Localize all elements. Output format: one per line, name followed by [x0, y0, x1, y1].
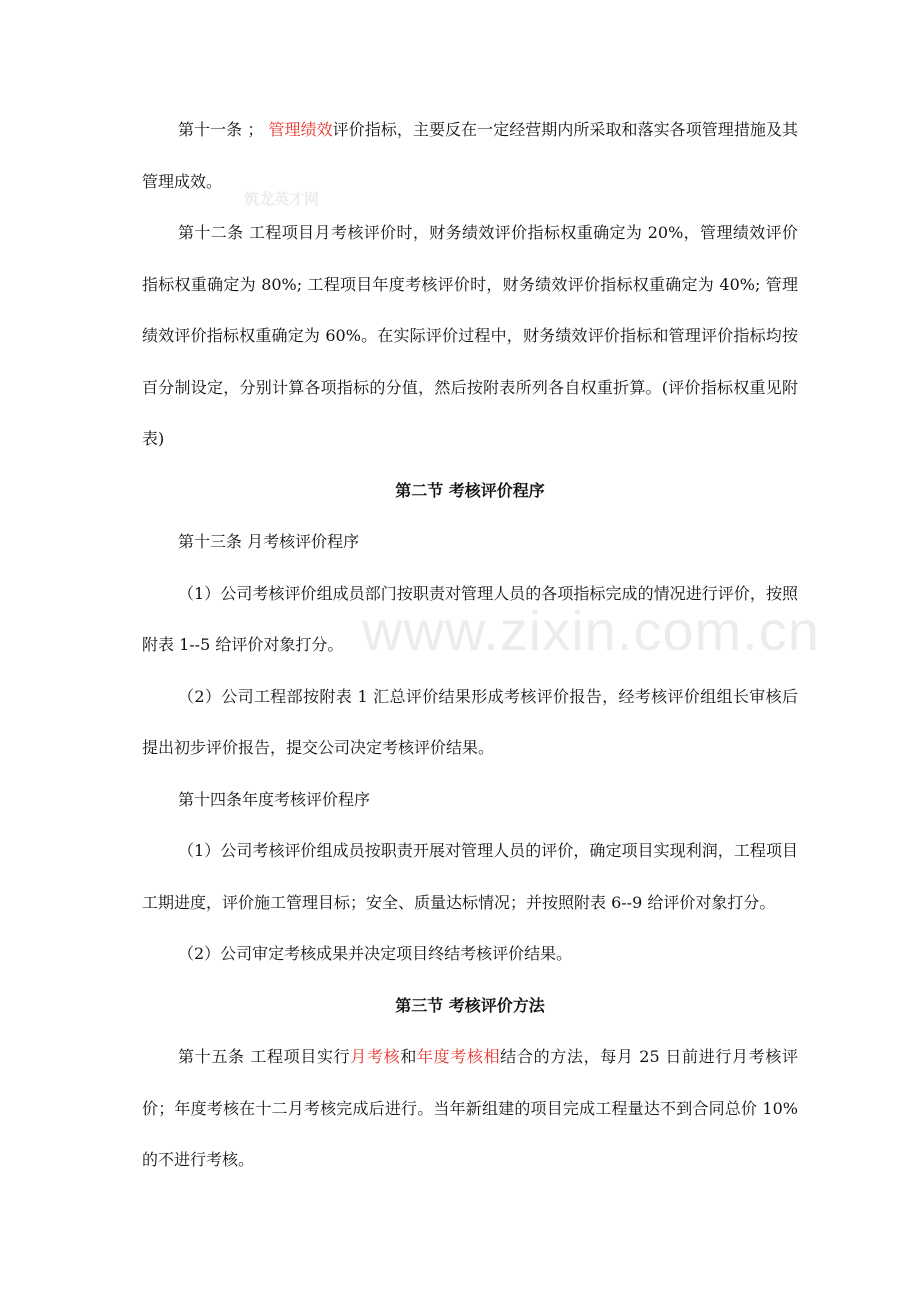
- article-11-prefix: 第十一条 ；: [178, 120, 269, 139]
- article-11: [142, 104, 798, 207]
- article-14-item-2: （2）公司审定考核成果并决定项目终结考核评价结果。: [178, 944, 573, 963]
- watermark-main: www.zixin.com.cn: [362, 599, 820, 662]
- article-15-highlight-2: 年度考核相: [416, 1047, 501, 1066]
- article-12: 第十二条 工程项目月考核评价时，财务绩效评价指标权重确定为 20%，管理绩效评价指标权重确定为 80%; 工程项目年度考核评价时，财务绩效评价指标权重确定为 40%; 管理绩效评价指标权重确定为 60%。在实际评价过程中，财务绩效评价指标和管理评价指标均按百分制设定，分别计算各项指标的分值，然后按附表所列各自权重折算。(评价指标权重见附表): [142, 223, 798, 448]
- article-15-prefix: 第十五条 工程项目实行: [178, 1047, 351, 1066]
- section-3-heading: 第三节 考核评价方法: [395, 995, 545, 1015]
- article-13-item-1: （1）公司考核评价组成员部门按职责对管理人员的各项指标完成的情况进行评价，按照附表 1--5 给评价对象打分。: [142, 583, 798, 654]
- watermark-small: 筑龙英才网: [244, 190, 320, 208]
- section-2-heading: 第二节 考核评价程序: [395, 480, 545, 500]
- article-15-rest: 结合的方法，每月 25 日前进行月考核评价；年度考核在十二月考核完成后进行。当年新组建的项目完成工程量达不到合同总价 10%的不进行考核。: [142, 1047, 798, 1169]
- article-15: [142, 1031, 798, 1186]
- article-13-title: 第十三条 月考核评价程序: [178, 532, 360, 551]
- document-page: [142, 104, 798, 1186]
- article-14-item-1: （1）公司考核评价组成员按职责开展对管理人员的评价，确定项目实现利润，工程项目工期进度，评价施工管理目标；安全、质量达标情况；并按照附表 6--9 给评价对象打分。: [142, 841, 798, 912]
- article-14-title: 第十四条年度考核评价程序: [178, 789, 371, 809]
- article-11-highlight: 管理绩效: [268, 120, 333, 139]
- article-15-mid: 和: [400, 1047, 417, 1066]
- article-13-item-2: （2）公司工程部按附表 1 汇总评价结果形成考核评价报告，经考核评价组组长审核后提出初步评价报告，提交公司决定考核评价结果。: [142, 686, 798, 757]
- article-11-rest: 评价指标，主要反在一定经营期内所采取和落实各项管理措施及其管理成效。: [142, 120, 798, 191]
- article-15-highlight-1: 月考核: [350, 1047, 401, 1066]
